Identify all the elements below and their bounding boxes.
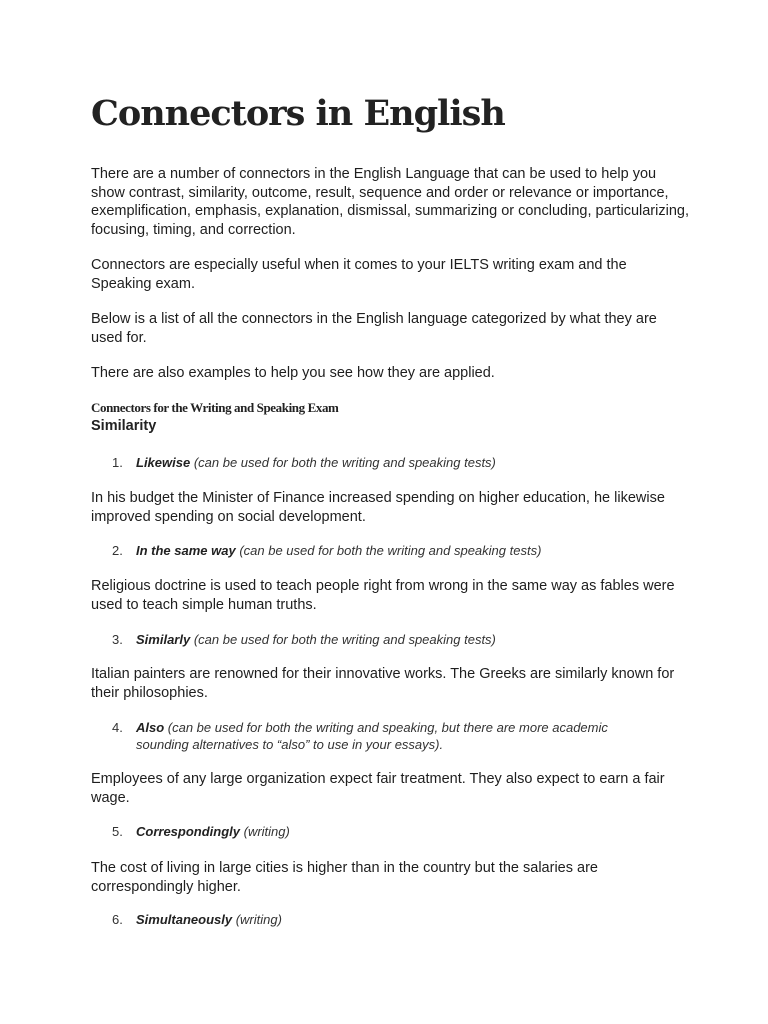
list-item xyxy=(112,542,652,559)
intro-paragraph-1: There are a number of connectors in the English Language that can be used to help you show contrast, similarity, outcome, result, sequence and order or relevance or importance, exemplification, emphasis, explanation, dismissal, summarizing or concluding, particularizing, focusing, timing, and correction. xyxy=(91,166,689,238)
section-title: Similarity xyxy=(91,418,157,434)
example-sentence: In his budget the Minister of Finance increased spending on higher education, he likewise improved spending on social development. xyxy=(91,490,665,525)
list-item-body xyxy=(136,719,632,753)
intro-paragraph-4: There are also examples to help you see how they are applied. xyxy=(91,365,495,381)
connector-term: Also xyxy=(136,720,165,735)
usage-note: (writing) xyxy=(240,824,290,839)
connector-term: Likewise xyxy=(136,455,191,470)
intro-paragraph-3: Below is a list of all the connectors in the English language categorized by what they are used for. xyxy=(91,311,657,346)
connector-term: Correspondingly xyxy=(136,824,241,839)
list-item xyxy=(112,823,652,840)
list-item xyxy=(112,911,652,928)
list-item-body xyxy=(136,631,652,648)
usage-note: (can be used for both the writing and speaking tests) xyxy=(235,543,542,558)
list-item xyxy=(112,631,652,648)
list-item-number: 6. xyxy=(112,912,123,927)
connector-term: Simultaneously xyxy=(136,912,233,927)
page-title: Connectors in English xyxy=(91,93,505,134)
list-item xyxy=(112,719,632,753)
example-sentence: Employees of any large organization expect fair treatment. They also expect to earn a fair wage. xyxy=(91,771,665,806)
list-item-body xyxy=(136,454,652,471)
list-item-body xyxy=(136,542,652,559)
list-item-body xyxy=(136,823,652,840)
example-sentence: The cost of living in large cities is higher than in the country but the salaries are correspondingly higher. xyxy=(91,860,598,895)
list-item-body xyxy=(136,911,652,928)
example-sentence: Italian painters are renowned for their innovative works. The Greeks are similarly known for their philosophies. xyxy=(91,666,675,701)
list-item-number: 2. xyxy=(112,543,123,558)
subheading: Connectors for the Writing and Speaking Exam xyxy=(91,400,339,415)
list-item-number: 1. xyxy=(112,455,123,470)
usage-note: (writing) xyxy=(232,912,282,927)
list-item-number: 4. xyxy=(112,720,123,735)
list-item-number: 3. xyxy=(112,632,123,647)
usage-note: (can be used for both the writing and speaking tests) xyxy=(190,632,496,647)
connector-term: In the same way xyxy=(136,543,236,558)
example-sentence: Religious doctrine is used to teach people right from wrong in the same way as fables were used to teach simple human truths. xyxy=(91,578,675,613)
list-item xyxy=(112,454,652,471)
usage-note: (can be used for both the writing and speaking tests) xyxy=(190,455,496,470)
usage-note: (can be used for both the writing and speaking, but there are more academic sounding alternatives to “also” to use in your essays). xyxy=(136,720,608,752)
connector-term: Similarly xyxy=(136,632,191,647)
list-item-number: 5. xyxy=(112,824,123,839)
intro-paragraph-2: Connectors are especially useful when it comes to your IELTS writing exam and the Speaking exam. xyxy=(91,257,627,292)
